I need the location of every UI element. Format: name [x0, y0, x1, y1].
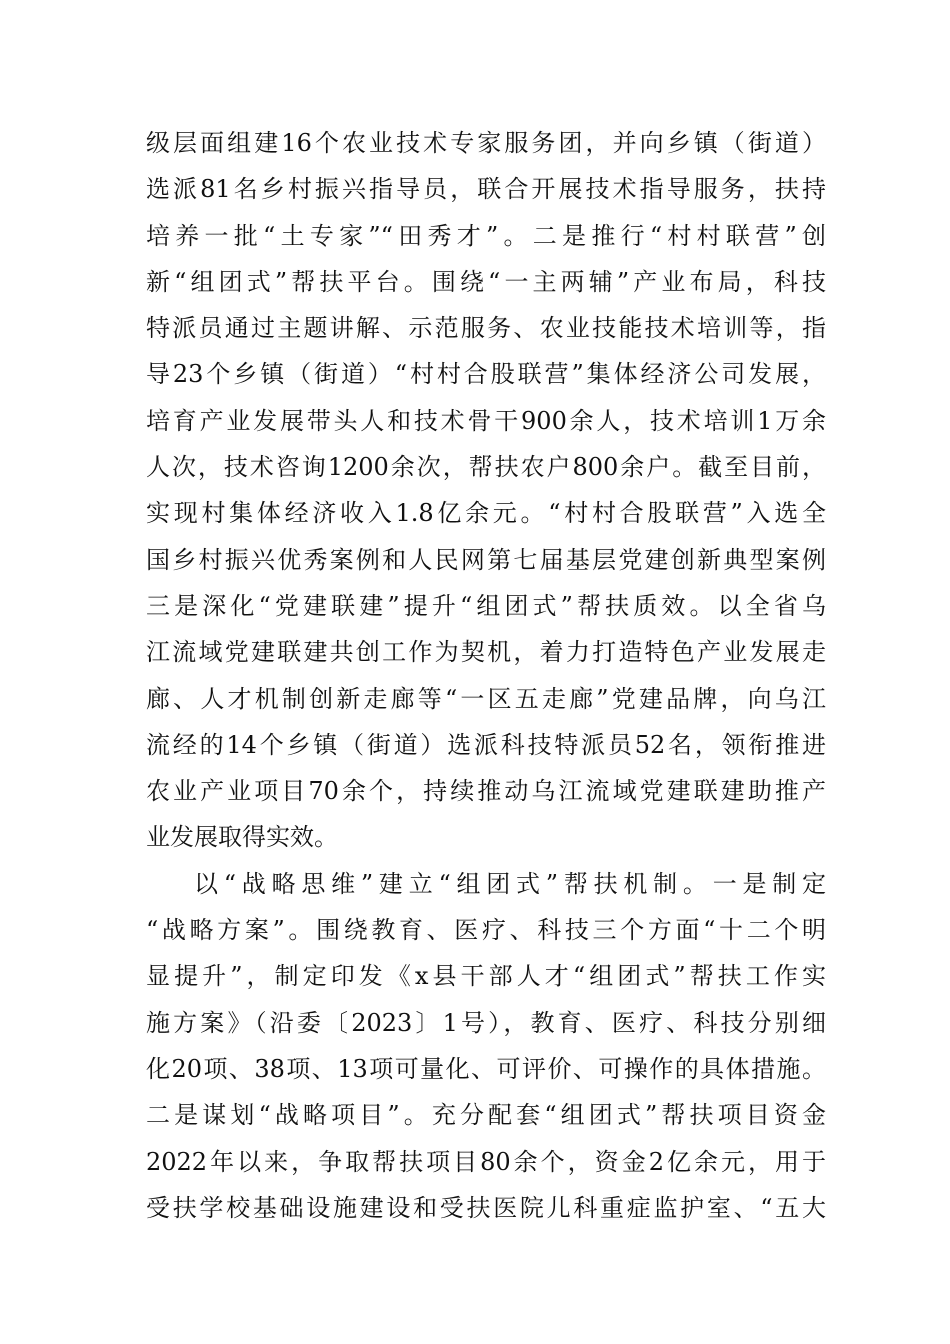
text-line: 二是谋划“战略项目”。充分配套“组团式”帮扶项目资金	[146, 1101, 826, 1130]
document-body	[146, 120, 826, 1231]
text-line: 2022年以来，争取帮扶项目80余个，资金2亿余元，用于	[146, 1147, 826, 1176]
text-line: 实现村集体经济收入1.8亿余元。“村村合股联营”入选全	[146, 499, 826, 528]
text-line: “战略方案”。围绕教育、医疗、科技三个方面“十二个明	[146, 916, 826, 945]
text-line: 江流域党建联建共创工作为契机，着力打造特色产业发展走	[146, 638, 826, 667]
text-line: 廊、人才机制创新走廊等“一区五走廊”党建品牌，向乌江	[146, 684, 826, 713]
text-line: 选派81名乡村振兴指导员，联合开展技术指导服务，扶持	[146, 175, 826, 204]
text-line: 三是深化“党建联建”提升“组团式”帮扶质效。以全省乌	[146, 591, 826, 620]
text-line: 业发展取得实效。	[146, 823, 338, 852]
text-line: 级层面组建16个农业技术专家服务团，并向乡镇（街道）	[146, 129, 826, 157]
text-line: 人次，技术咨询1200余次，帮扶农户800余户。截至目前，	[146, 453, 826, 482]
text-line: 显提升”，制定印发《x县干部人才“组团式”帮扶工作实	[146, 962, 826, 991]
text-line: 化20项、38项、13项可量化、可评价、可操作的具体措施。	[146, 1054, 826, 1083]
text-line: 新“组团式”帮扶平台。围绕“一主两辅”产业布局，科技	[146, 267, 826, 296]
paragraph-1	[146, 120, 826, 861]
text-line: 导23个乡镇（街道）“村村合股联营”集体经济公司发展，	[146, 360, 826, 389]
text-line: 培养一批“土专家”“田秀才”。二是推行“村村联营”创	[146, 221, 826, 250]
text-line: 受扶学校基础设施建设和受扶医院儿科重症监护室、“五大	[146, 1193, 826, 1222]
text-line: 施方案》（沿委〔2023〕1号），教育、医疗、科技分别细	[146, 1008, 826, 1037]
text-line: 国乡村振兴优秀案例和人民网第七届基层党建创新典型案例	[146, 545, 826, 574]
text-line: 培育产业发展带头人和技术骨干900余人，技术培训1万余	[146, 406, 826, 435]
paragraph-2	[146, 861, 826, 1231]
text-line: 农业产业项目70余个，持续推动乌江流域党建联建助推产	[146, 777, 826, 806]
text-line: 以“战略思维”建立“组团式”帮扶机制。一是制定	[194, 869, 826, 898]
text-line: 流经的14个乡镇（街道）选派科技特派员52名，领衔推进	[146, 730, 826, 759]
text-line: 特派员通过主题讲解、示范服务、农业技能技术培训等，指	[146, 314, 826, 343]
